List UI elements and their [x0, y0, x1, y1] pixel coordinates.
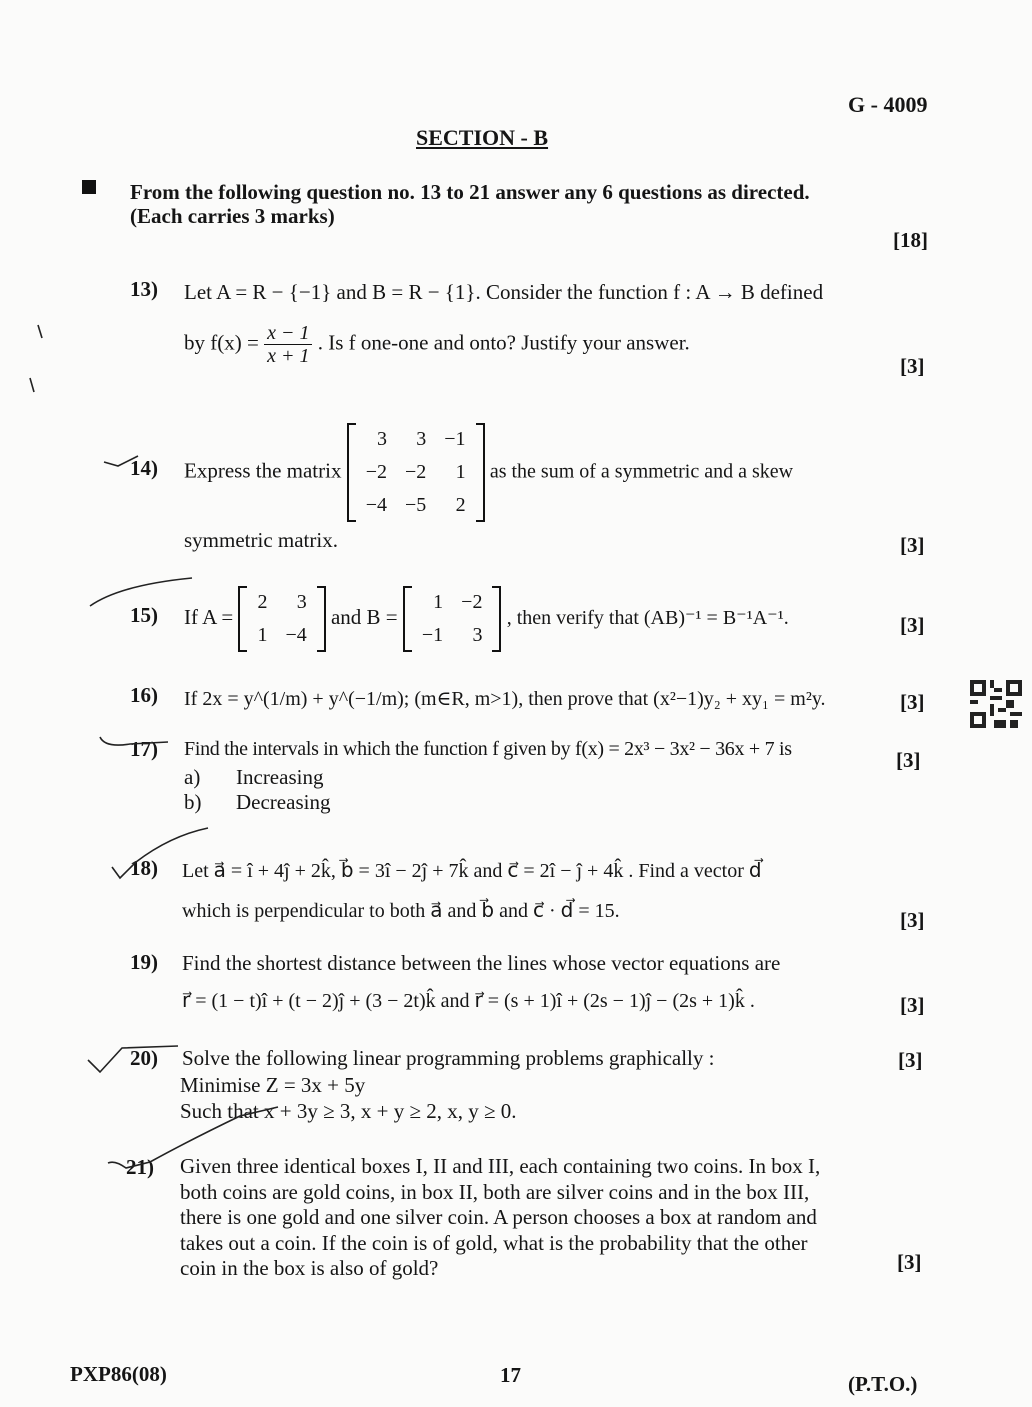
instructions-marks: [18]: [893, 228, 928, 252]
q15-a-label: If A =: [184, 604, 234, 629]
q19-marks: [3]: [900, 993, 925, 1017]
q21-line1: Given three identical boxes I, II and III, each containing two coins. In box I,: [180, 1154, 821, 1178]
q17-marks: [3]: [896, 748, 921, 772]
q19-line1: Find the shortest distance between the lines whose vector equations are: [182, 951, 781, 975]
q21-line2: both coins are gold coins, in box II, both are silver coins and in the box III,: [180, 1179, 810, 1204]
q17-a-label: a): [184, 765, 201, 789]
q17-text: Find the intervals in which the function f given by f(x) = 2x³ − 3x² − 36x + 7 is: [184, 738, 792, 760]
q18-marks: [3]: [900, 908, 925, 932]
q14-matrix-cell: 2: [455, 494, 466, 516]
q17-b-text: Decreasing: [236, 790, 331, 814]
q14-matrix-cell: −2: [365, 461, 387, 483]
q16-text: If 2x = y^(1/m) + y^(−1/m); (m∈R, m>1), then prove that (x²−1)y₂ + xy₁ = m²y.: [184, 688, 826, 710]
page-number: 17: [500, 1363, 521, 1387]
q21-line5: coin in the box is also of gold?: [180, 1256, 439, 1280]
q15-post: , then verify that (AB)⁻¹ = B⁻¹A⁻¹.: [506, 606, 789, 629]
q16-marks: [3]: [900, 690, 925, 714]
q18-number: 18): [130, 856, 158, 880]
q15-marks: [3]: [900, 613, 925, 637]
q21-number: 21): [126, 1155, 154, 1179]
q21-line3: there is one gold and one silver coin. A person chooses a box at random and: [180, 1205, 817, 1229]
q17-number: 17): [130, 737, 158, 761]
q19-line2: r⃗ = (1 − t)î + (t − 2)ĵ + (3 − 2t)k̂ and r⃗ = (s + 1)î + (2s − 1)ĵ − (2s + 1)k̂ .: [182, 990, 755, 1012]
q13-rest: . Is f one-one and onto? Justify your answer.: [317, 330, 690, 355]
q18-line2: which is perpendicular to both a⃗ and b⃗ and c⃗ · d⃗ = 15.: [182, 900, 620, 922]
q15-matrix-b-cell: 1: [433, 591, 444, 613]
q14-matrix-cell: 3: [377, 428, 387, 450]
q14-matrix-cell: −4: [365, 494, 387, 516]
q15-matrix-a-cell: 3: [296, 591, 307, 613]
q15-b-label: and B =: [330, 604, 398, 629]
q16-number: 16): [130, 683, 158, 707]
footer-code: PXP86(08): [70, 1362, 167, 1386]
q13-by: by f(x) =: [184, 330, 259, 355]
q14-number: 14): [130, 456, 158, 480]
q14-matrix-cell: 1: [455, 461, 466, 483]
q21-line4: takes out a coin. If the coin is of gold, what is the probability that the other: [180, 1230, 808, 1255]
q13-line1: Let A = R − {−1} and B = R − {1}. Consider the function f : A → B defined: [184, 280, 824, 304]
q13-frac-num: x − 1: [264, 322, 312, 345]
q15-matrix-a-cell: −4: [285, 624, 307, 646]
q15-matrix-a-cell: 1: [257, 624, 268, 646]
q13-number: 13): [130, 277, 158, 301]
q13-marks: [3]: [900, 354, 925, 378]
q14-line2: symmetric matrix.: [184, 528, 338, 552]
q14-matrix-cell: −2: [405, 461, 427, 483]
paper-code: G - 4009: [848, 92, 928, 117]
q14-pre: Express the matrix: [184, 458, 342, 483]
q15-number: 15): [130, 603, 158, 627]
q13-frac-den: x + 1: [267, 345, 310, 367]
q20-line3: Such that x + 3y ≥ 3, x + y ≥ 2, x, y ≥ 0.: [180, 1099, 517, 1123]
q19-number: 19): [130, 950, 158, 974]
q14-matrix-cell: 3: [416, 428, 427, 450]
q14-marks: [3]: [900, 533, 925, 557]
pto-label: (P.T.O.): [848, 1372, 918, 1396]
q17-b-label: b): [184, 790, 202, 814]
q21-marks: [3]: [897, 1250, 922, 1274]
q15-matrix-b-cell: −1: [421, 624, 444, 646]
q20-line1: Solve the following linear programming problems graphically :: [182, 1046, 715, 1070]
q15-matrix-a-cell: 2: [257, 591, 268, 613]
q20-number: 20): [130, 1046, 158, 1070]
instructions-line2: (Each carries 3 marks): [130, 204, 335, 228]
section-title: SECTION - B: [416, 125, 549, 150]
q17-a-text: Increasing: [236, 765, 324, 789]
q15-matrix-b-cell: −2: [461, 591, 483, 613]
q14-post: as the sum of a symmetric and a skew: [489, 460, 794, 483]
q20-marks: [3]: [898, 1048, 923, 1072]
q15-matrix-b-cell: 3: [472, 624, 483, 646]
instructions-line1: From the following question no. 13 to 21 answer any 6 questions as directed.: [130, 180, 810, 204]
q18-line1: Let a⃗ = î + 4ĵ + 2k̂, b⃗ = 3î − 2ĵ + 7k̂ and c⃗ = 2î − ĵ + 4k̂ . Find a vector d⃗: [182, 860, 762, 882]
q14-matrix-cell: −1: [444, 428, 466, 450]
q14-matrix-cell: −5: [405, 494, 427, 516]
q20-line2: Minimise Z = 3x + 5y: [180, 1073, 366, 1097]
